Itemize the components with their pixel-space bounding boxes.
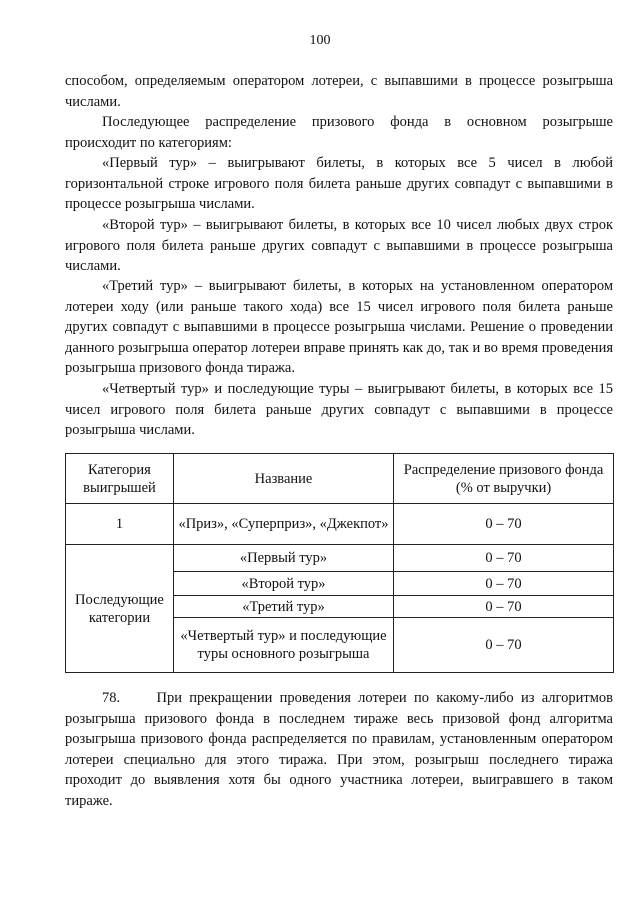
paragraph-item-78: 78. При прекращении проведения лотереи по какому-либо из алгоритмов розыгрыша призового фонда в последнем тираже весь призовой фонд алгоритма розыгрыша призового фонда распределяется по правилам, установленным оператором лотереи специально для этого тиража. При этом, розыгрыш последнего тиража проходит до выявления хотя бы одного участника лотереи, выигравшего в таком тираже. [65,690,617,809]
paragraph-second-round: «Второй тур» – выигрывают билеты, в которых все 10 чисел любых двух строк игрового поля билета раньше других совпадут с выпавшими в процессе розыгрыша числами. [65,217,613,275]
cell-share: 0 – 70 [394,618,614,673]
header-category: Категория выигрышей [66,454,174,504]
paragraph-third-round: «Третий тур» – выигрывают билеты, в которых на установленном оператором лотереи ходу (или раньше такого хода) все 15 чисел игрового поля билета раньше других совпадут с выпавшими в процессе розыгрыша числами. Решение о проведении данного розыгрыша оператор лотереи вправе принять как до, так и во время проведения розыгрыша призового фонда тиража. [65,278,613,377]
paragraph-continuation: способом, определяемым оператором лотереи, с выпавшими в процессе розыгрыша числами. [65,73,613,110]
cell-name: «Приз», «Суперприз», «Джекпот» [173,504,393,545]
page-number: 100 [309,33,331,48]
table-row [66,545,614,572]
table-header-row [66,454,614,504]
paragraph-distribution-intro: Последующее распределение призового фонда в основном розыгрыше происходит по категориям: [65,114,613,151]
prize-distribution-table [65,453,614,673]
cell-share: 0 – 70 [394,572,614,596]
cell-category: 1 [66,504,174,545]
cell-name: «Третий тур» [173,596,393,618]
cell-group-category: Последующие категории [66,545,174,673]
header-distribution: Распределение призового фонда (% от выручки) [394,454,614,504]
cell-share: 0 – 70 [394,504,614,545]
table-row [66,504,614,545]
cell-name: «Первый тур» [173,545,393,572]
cell-name: «Второй тур» [173,572,393,596]
cell-share: 0 – 70 [394,596,614,618]
header-name: Название [173,454,393,504]
paragraph-first-round: «Первый тур» – выигрывают билеты, в которых все 5 чисел в любой горизонтальной строке игрового поля билета раньше других совпадут с выпавшими в процессе розыгрыша числами. [65,155,613,213]
paragraph-fourth-round: «Четвертый тур» и последующие туры – выигрывают билеты, в которых все 15 чисел игрового поля билета раньше других совпадут с выпавшими в процессе розыгрыша числами. [65,381,613,439]
cell-name: «Четвертый тур» и последующие туры основного розыгрыша [173,618,393,673]
cell-share: 0 – 70 [394,545,614,572]
